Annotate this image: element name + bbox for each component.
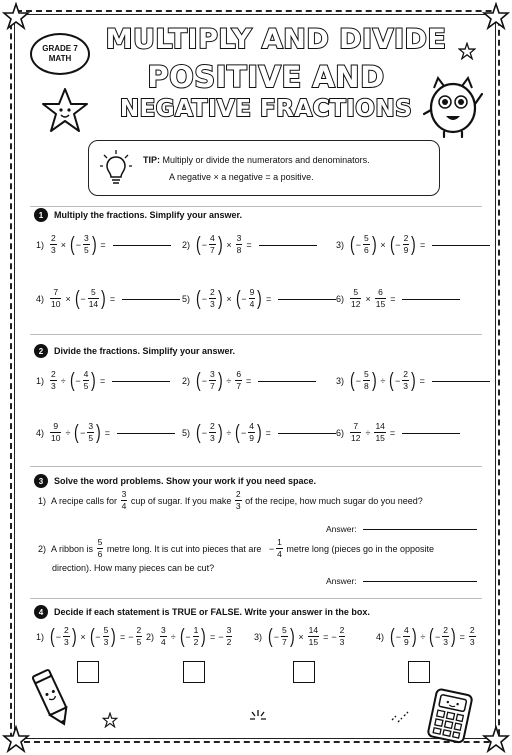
problem: 1) $\frac{2}{3}$ × ( − $\frac{3}{5}$ ) = [36, 234, 171, 255]
fraction: $\frac{2}{9}$ [403, 233, 409, 255]
fraction: $\frac{1}{4}$ [277, 537, 282, 559]
fraction: $\frac{7}{12}$ [351, 421, 361, 443]
statement: 1) ( − $\frac{2}{3}$ ) × ( − $\frac{5}{3}$ ) = − $\frac{2}{5}$ [36, 625, 142, 648]
problem: 6) $\frac{5}{12}$ × $\frac{6}{15}$ = [336, 288, 460, 309]
fraction: $\frac{3}{4}$ [121, 489, 127, 511]
answer-blank[interactable] [258, 380, 316, 382]
answer-blank[interactable] [402, 298, 460, 300]
problem: 2) ( − $\frac{3}{7}$ ) ÷ $\frac{6}{7}$ = [182, 370, 316, 391]
fraction: $\frac{5}{3}$ [103, 625, 109, 647]
fraction: $\frac{2}{3}$ [403, 369, 408, 391]
fraction: $\frac{5}{12}$ [351, 287, 361, 309]
section-title: Multiply the fractions. Simplify your answer. [54, 210, 243, 220]
problem: 6) $\frac{7}{12}$ ÷ $\frac{14}{15}$ = [336, 422, 460, 443]
answer-blank[interactable] [122, 298, 180, 300]
answer-blank[interactable] [278, 298, 336, 300]
problem: 4) $\frac{7}{10}$ × ( − $\frac{5}{14}$ ) = [36, 288, 180, 309]
answer-blank[interactable] [259, 244, 317, 246]
answer-blank[interactable] [117, 432, 175, 434]
fraction: $\frac{5}{6}$ [363, 233, 369, 255]
fraction: $\frac{2}{3}$ [443, 625, 448, 647]
problem: 3) ( − $\frac{5}{8}$ ) ÷ ( − $\frac{2}{3}$ ) = [336, 370, 490, 391]
calculator-mascot-icon [424, 688, 478, 744]
section-2-heading [34, 344, 235, 358]
section-divider [30, 598, 482, 599]
section-title: Decide if each statement is TRUE or FALSE. Write your answer in the box. [54, 607, 370, 617]
answer-box[interactable] [293, 661, 315, 683]
answer-box[interactable] [183, 661, 205, 683]
statement: 3) ( − $\frac{5}{7}$ ) × $\frac{14}{15}$ = − $\frac{2}{3}$ [254, 625, 345, 648]
section-number: 1 [34, 208, 48, 222]
section-title: Divide the fractions. Simplify your answer. [54, 346, 236, 356]
word-problem-2: 2) A ribbon is $\frac{5}{6}$ metre long. It is cut into pieces that are − $\frac{1}{4}$ metre long (pieces go in the opposite [38, 537, 435, 559]
smiling-star-icon [40, 86, 90, 136]
answer-blank[interactable] [113, 244, 171, 246]
fraction: $\frac{4}{5}$ [83, 369, 89, 391]
answer-field[interactable]: Answer: [326, 524, 477, 534]
sparkle-icon [388, 710, 412, 726]
fraction: $\frac{5}{14}$ [88, 287, 99, 309]
fraction: $\frac{2}{3}$ [51, 369, 56, 391]
corner-star-icon [482, 725, 510, 753]
answer-blank[interactable] [112, 380, 170, 382]
statement: 4) ( − $\frac{4}{9}$ ) ÷ ( − $\frac{2}{3}$ ) = $\frac{2}{3}$ [376, 625, 475, 648]
section-number: 4 [34, 605, 48, 619]
problem: 2) ( − $\frac{4}{7}$ ) × $\frac{3}{8}$ = [182, 234, 317, 255]
answer-field[interactable]: Answer: [326, 576, 477, 586]
fraction: $\frac{4}{9}$ [249, 421, 254, 443]
section-divider [30, 334, 482, 335]
fraction: $\frac{3}{5}$ [83, 233, 89, 255]
fraction: $\frac{3}{4}$ [161, 625, 166, 647]
fraction: $\frac{5}{6}$ [97, 537, 103, 559]
fraction: $\frac{2}{3}$ [209, 421, 215, 443]
problem: 5) ( − $\frac{2}{3}$ ) × ( − $\frac{9}{4}$ ) = [182, 288, 336, 309]
fraction: $\frac{5}{8}$ [363, 369, 369, 391]
fraction: $\frac{6}{15}$ [375, 287, 386, 309]
tip-text-1: Multiply or divide the numerators and denominators. [162, 155, 370, 165]
fraction: $\frac{4}{9}$ [403, 625, 409, 647]
fraction: $\frac{2}{3}$ [339, 625, 345, 647]
subject-label: MATH [48, 54, 72, 63]
fraction: $\frac{2}{5}$ [136, 625, 142, 647]
answer-line[interactable] [363, 528, 477, 530]
problem: 5) ( − $\frac{2}{3}$ ) ÷ ( − $\frac{4}{9}$ ) = [182, 422, 336, 443]
word-problem-2-line-2: direction). How many pieces can be cut? [52, 563, 215, 573]
section-3-heading [34, 474, 316, 488]
title-line-2: POSITIVE AND [147, 60, 385, 94]
fraction: $\frac{5}{7}$ [281, 625, 287, 647]
fraction: $\frac{9}{10}$ [51, 421, 61, 443]
answer-blank[interactable] [402, 432, 460, 434]
section-divider [30, 466, 482, 467]
fraction: $\frac{3}{2}$ [226, 625, 232, 647]
lightbulb-icon [99, 149, 133, 189]
answer-blank[interactable] [278, 432, 336, 434]
sparkle-icon [248, 708, 268, 726]
tip-label: TIP: [143, 155, 160, 165]
answer-blank[interactable] [432, 244, 490, 246]
word-problem-1: 1) A recipe calls for $\frac{3}{4}$ cup of sugar. If you make $\frac{2}{3}$ of the recipe, how much sugar do you need? [38, 489, 423, 511]
fraction: $\frac{2}{3}$ [51, 233, 56, 255]
pencil-mascot-icon [26, 668, 82, 732]
small-star-icon [102, 712, 118, 728]
fraction: $\frac{9}{4}$ [249, 287, 255, 309]
section-1-heading [34, 208, 242, 222]
fraction: $\frac{14}{15}$ [375, 421, 385, 443]
answer-box[interactable] [408, 661, 430, 683]
section-divider [30, 206, 482, 207]
answer-blank[interactable] [432, 380, 490, 382]
section-number: 2 [34, 344, 48, 358]
tip-box [88, 140, 440, 196]
fraction: $\frac{2}{3}$ [63, 625, 69, 647]
grade-label: GRADE 7 [42, 44, 78, 53]
problem: 4) $\frac{9}{10}$ ÷ ( − $\frac{3}{5}$ ) = [36, 422, 175, 443]
section-4-heading [34, 605, 370, 619]
fraction: $\frac{2}{3}$ [209, 287, 215, 309]
tip-text-2: A negative × a negative = a positive. [169, 172, 314, 182]
fraction: $\frac{6}{7}$ [236, 369, 242, 391]
section-number: 3 [34, 474, 48, 488]
problem: 3) ( − $\frac{5}{6}$ ) × ( − $\frac{2}{9}$ ) = [336, 234, 490, 255]
fraction: $\frac{1}{2}$ [193, 625, 199, 647]
fraction: $\frac{2}{3}$ [469, 625, 475, 647]
fraction: $\frac{7}{10}$ [51, 287, 61, 309]
fraction: $\frac{3}{7}$ [209, 369, 215, 391]
problem: 1) $\frac{2}{3}$ ÷ ( − $\frac{4}{5}$ ) = [36, 370, 170, 391]
fraction: $\frac{3}{8}$ [236, 233, 242, 255]
fraction: $\frac{2}{3}$ [235, 489, 241, 511]
statement: 2) $\frac{3}{4}$ ÷ ( − $\frac{1}{2}$ ) = − $\frac{3}{2}$ [146, 625, 232, 648]
fraction: $\frac{14}{15}$ [308, 625, 319, 647]
section-title: Solve the word problems. Show your work if you need space. [54, 476, 317, 486]
title-line-3: NEGATIVE FRACTIONS [119, 96, 413, 122]
answer-line[interactable] [363, 580, 477, 582]
monster-mascot-icon [420, 74, 486, 140]
fraction: $\frac{3}{5}$ [88, 421, 94, 443]
title-line-1: MULTIPLY AND DIVIDE [105, 24, 447, 55]
fraction: $\frac{4}{7}$ [209, 233, 215, 255]
